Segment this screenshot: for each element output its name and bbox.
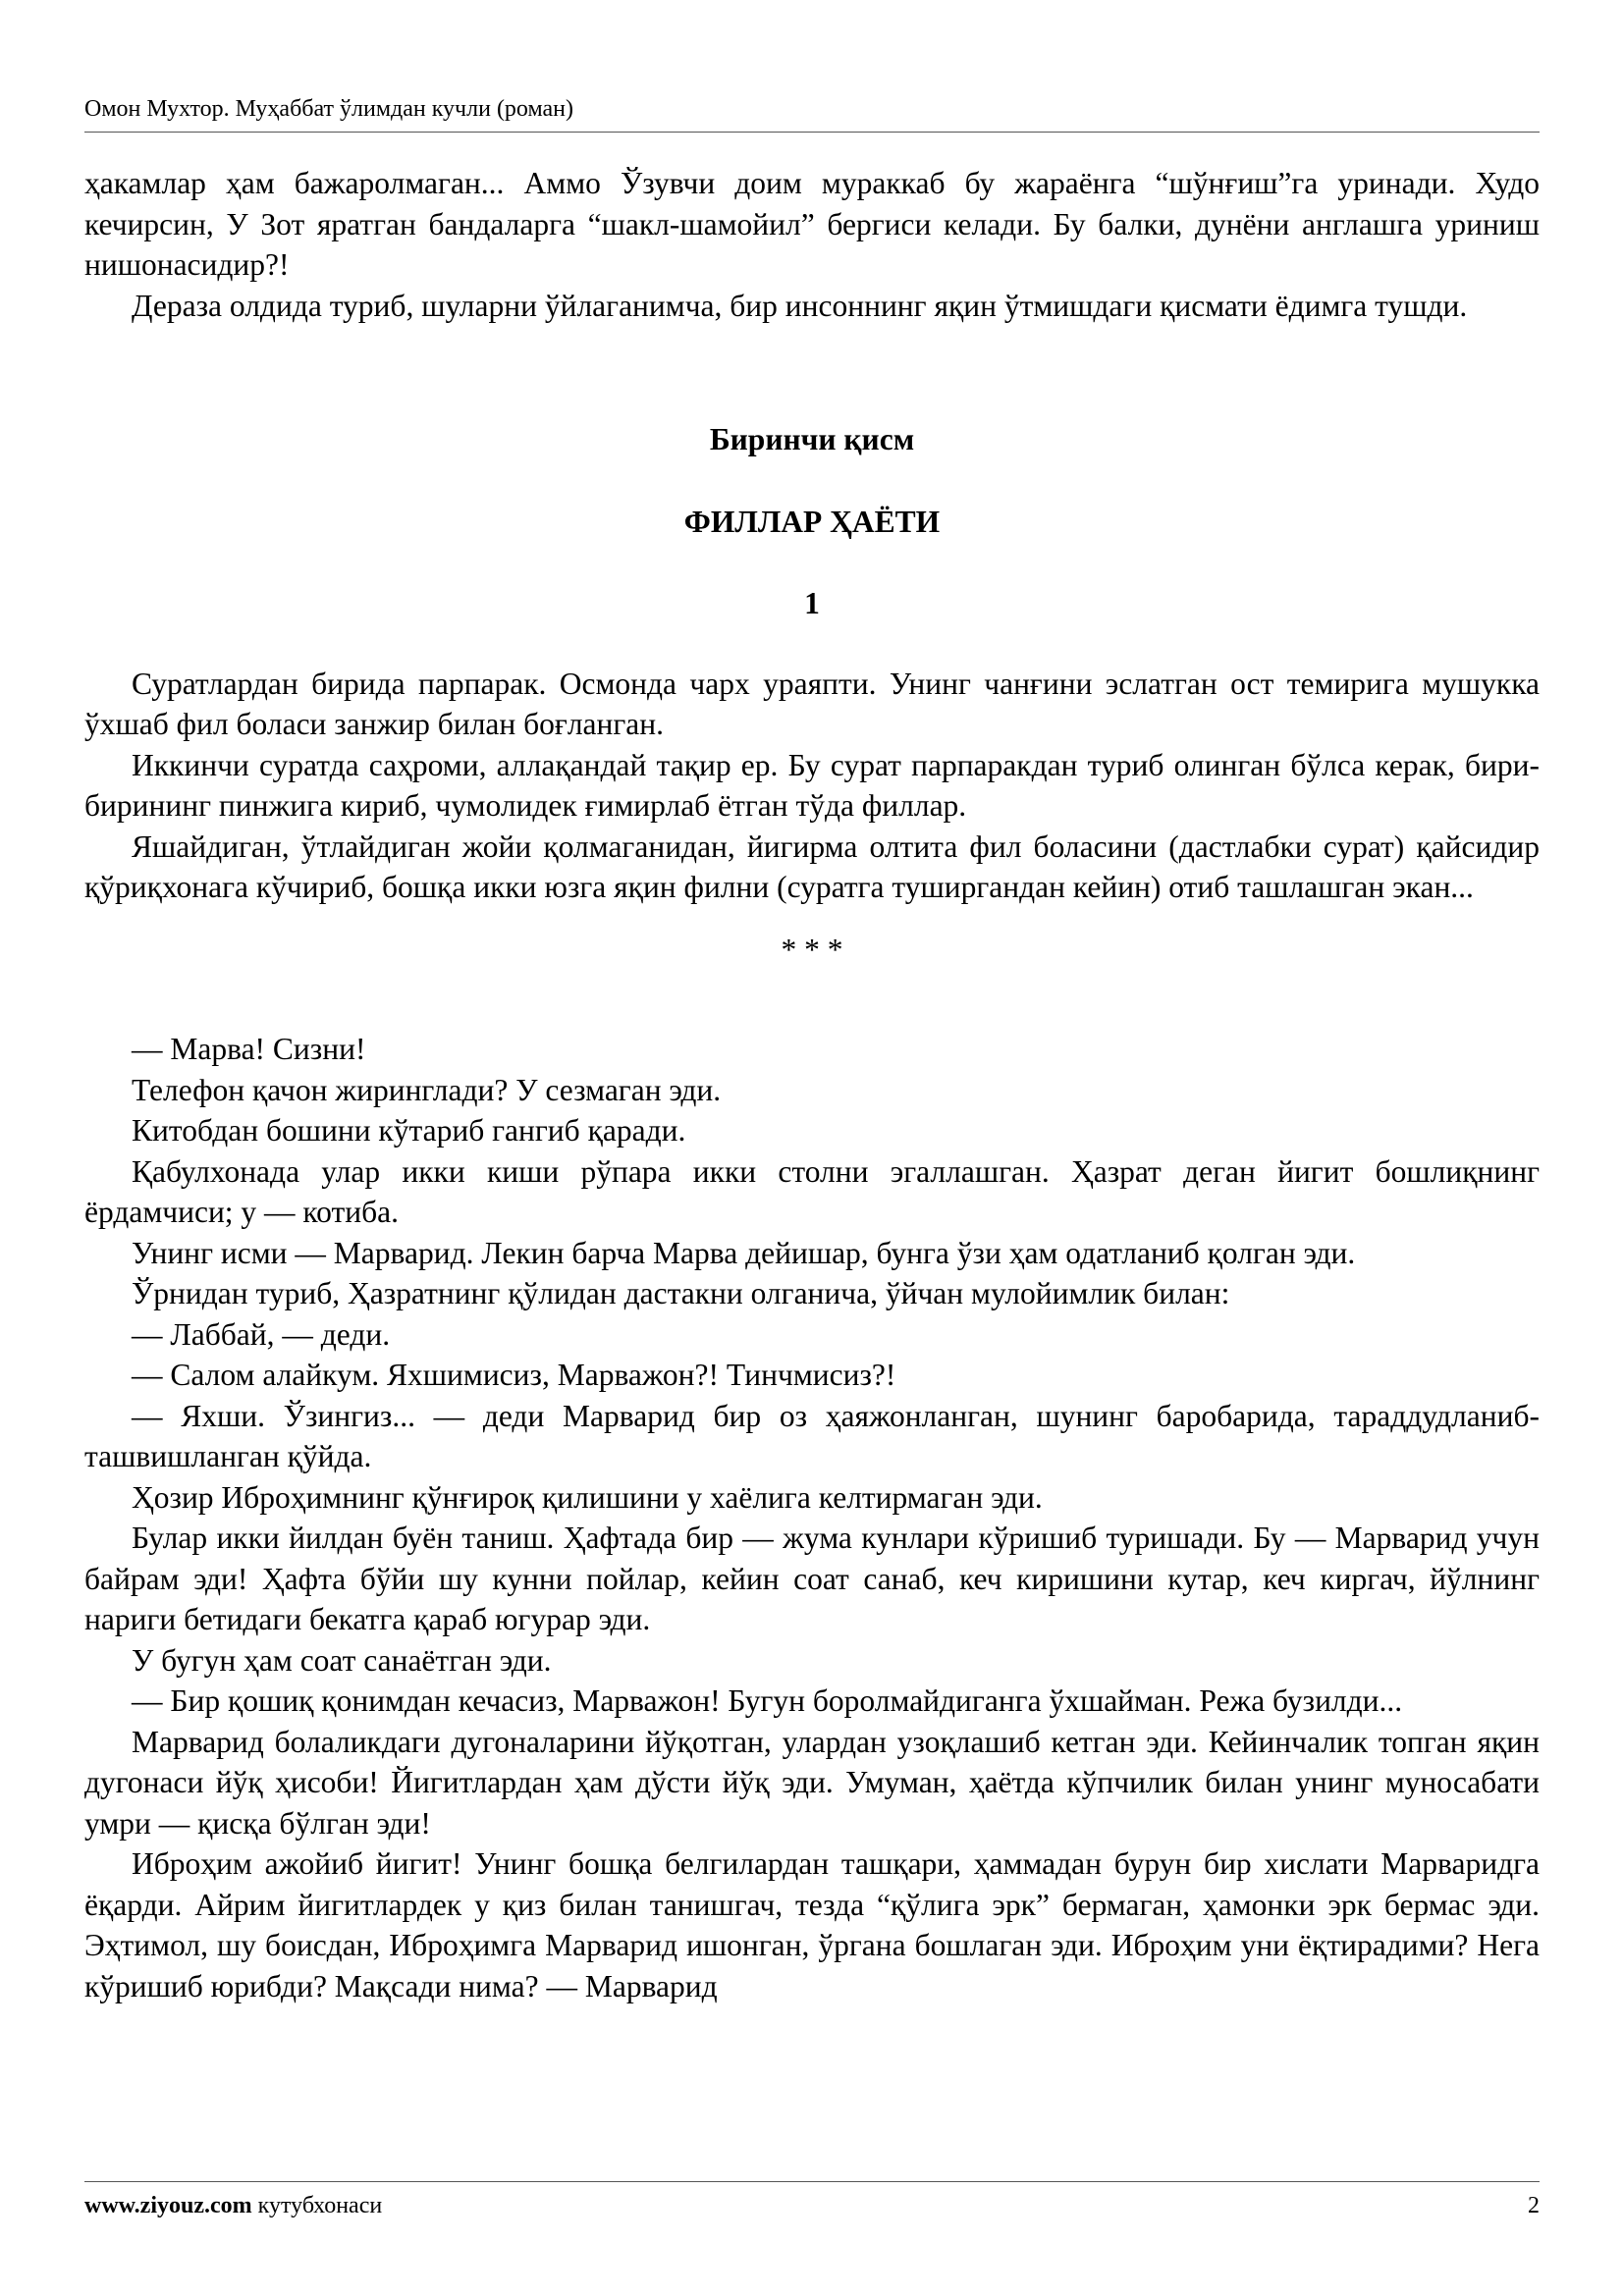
paragraph: Унинг исми — Марварид. Лекин барча Марва дейишар, бунга ўзи ҳам одатланиб қолган эди. xyxy=(132,1235,1356,1270)
page-number: 2 xyxy=(1528,2193,1540,2218)
paragraph: — Марва! Сизни! xyxy=(132,1032,366,1066)
paragraph: Ҳозир Иброҳимнинг қўнғироқ қилишини у хаёлига келтирмаган эди. xyxy=(132,1479,1043,1515)
footer-divider xyxy=(84,2181,1540,2182)
running-header: Омон Мухтор. Муҳаббат ўлимдан кучли (роман) xyxy=(84,96,573,122)
paragraph: Яшайдиган, ўтлайдиган жойи қолмаганидан, йигирма олтита фил боласини (дастлабки сурат) қайсидир қўриқхонага кўчириб, бошқа икки юзга яқин филни (суратга туширгандан кейин) отиб ташлашган экан... xyxy=(84,828,1540,904)
section-separator: * * * xyxy=(781,932,843,967)
paragraph: Китобдан бошини кўтариб гангиб қаради. xyxy=(132,1113,686,1148)
part-title: ФИЛЛАР ҲАЁТИ xyxy=(683,504,941,539)
paragraph: Ўрнидан туриб, Ҳазратнинг қўлидан дастакни олганича, ўйчан мулойимлик билан: xyxy=(132,1276,1230,1310)
footer-suffix: кутубхонаси xyxy=(251,2193,383,2218)
paragraph: Иброҳим ажойиб йигит! Унинг бошқа белгилардан ташқари, ҳаммадан бурун бир хислати Марваридга ёқарди. Айрим йигитлардек у қиз билан танишгач, тезда “қўлига эрк” бермаган, ҳамонки эрк бермас эди. Эҳтимол, шу боисдан, Иброҳимга Марварид ишонган, ўргана бошлаган эди. Иброҳим уни ёқтирадими? Нега кўришиб юрибди? Мақсади нима? — Марварид xyxy=(84,1846,1540,2003)
footer-site-link[interactable]: www.ziyouz.com xyxy=(84,2193,252,2218)
paragraph: ҳакамлар ҳам бажаролмаган... Аммо Ўзувчи доим мураккаб бу жараёнга “шўнғиш”га уринади. Худо кечирсин, У Зот яратган бандаларга “шакл-шамойил” бергиси келади. Бу балки, дунёни англашга уриниш нишонасидир?! xyxy=(84,166,1540,282)
paragraph: Қабулхонада улар икки киши рўпара икки столни эгаллашган. Ҳазрат деган йигит бошлиқнинг ёрдамчиси; у — котиба. xyxy=(84,1153,1540,1229)
paragraph: Булар икки йилдан буён таниш. Ҳафтада бир — жума кунлари кўришиб туришади. Бу — Марварид учун байрам эди! Ҳафта бўйи шу кунни пойлар, кейин соат санаб, кеч киришини кутар, кеч киргач, йўлнинг нариги бетидаги бекатга қараб югурар эди. xyxy=(84,1521,1540,1636)
header-divider xyxy=(84,132,1540,133)
page-body xyxy=(84,163,1540,2006)
paragraph: Дераза олдида туриб, шуларни ўйлаганимча, бир инсоннинг яқин ўтмишдаги қисмати ёдимга тушди. xyxy=(132,288,1468,323)
page-footer xyxy=(84,2191,1540,2220)
paragraph: — Салом алайкум. Яхшимисиз, Марважон?! Тинчмисиз?! xyxy=(132,1358,896,1392)
paragraph: Марварид болаликдаги дугоналарини йўқотган, улардан узоқлашиб кетган эди. Кейинчалик топган яқин дугонаси йўқ ҳисоби! Йигитлардан ҳам дўсти йўқ эди. Умуман, ҳаётда кўпчилик билан унинг муносабати умри — қисқа бўлган эди! xyxy=(84,1724,1540,1841)
paragraph: Суратлардан бирида парпарак. Осмонда чарх ураяпти. Унинг чанғини эслатган ост темирига мушукка ўхшаб фил боласи занжир билан боғланган. xyxy=(84,666,1540,741)
paragraph: — Лаббай, — деди. xyxy=(132,1316,391,1352)
paragraph: Иккинчи суратда саҳроми, аллақандай тақир ер. Бу сурат парпаракдан туриб олинган бўлса керак, бири-бирининг пинжига кириб, чумолидек ғимирлаб ётган тўда филлар. xyxy=(84,747,1540,823)
paragraph: У бугун ҳам соат санаётган эди. xyxy=(132,1642,552,1678)
chapter-number: 1 xyxy=(804,586,820,620)
paragraph: Телефон қачон жиринглади? У сезмаган эди. xyxy=(132,1072,722,1107)
paragraph: — Бир қошиқ қонимдан кечасиз, Марважон! Бугун боролмайдиганга ўхшайман. Режа бузилди... xyxy=(132,1683,1403,1718)
part-label: Биринчи қисм xyxy=(709,422,915,456)
paragraph: — Яхши. Ўзингиз... — деди Марварид бир оз ҳаяжонланган, шунинг баробарида, тараддудланиб-ташвишланган қўйда. xyxy=(84,1398,1540,1473)
